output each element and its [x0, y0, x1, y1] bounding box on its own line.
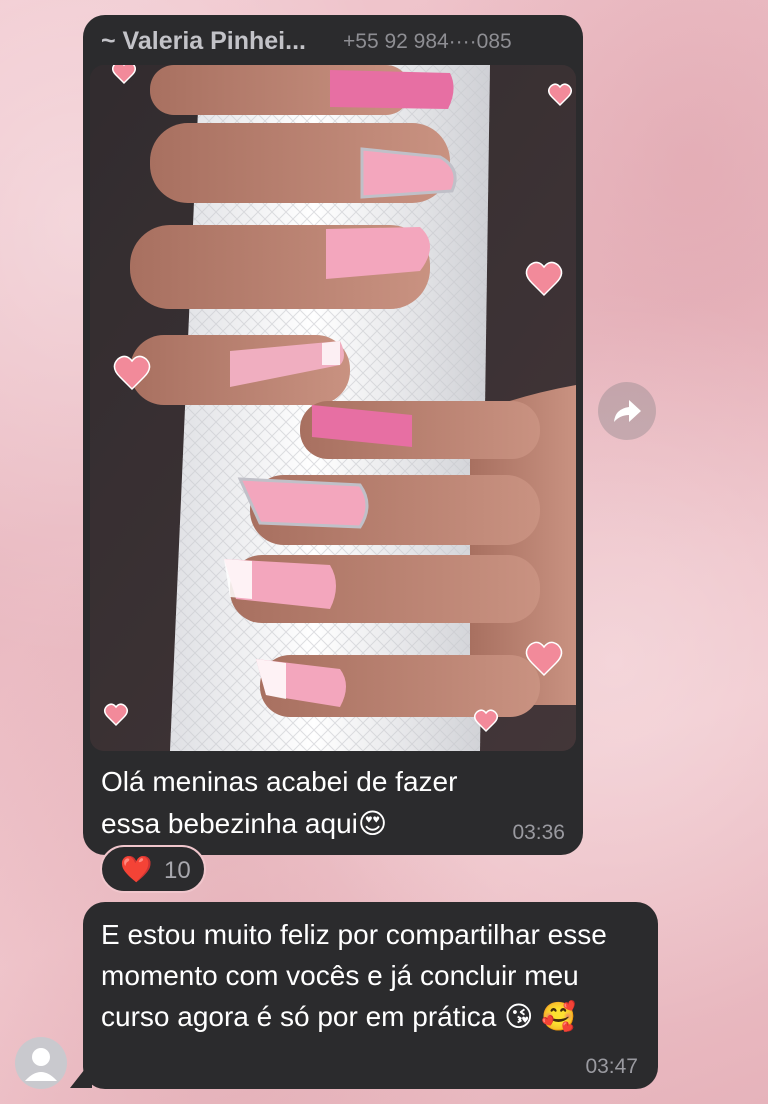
- reaction-count: 10: [164, 857, 191, 884]
- user-icon: [15, 1037, 67, 1089]
- photo-caption: Olá meninas acabei de fazer essa bebezinha aqui😍: [101, 766, 458, 839]
- message-bubble-photo[interactable]: [83, 15, 583, 855]
- reaction-badge[interactable]: [100, 845, 206, 893]
- nail-photo-illustration: [90, 65, 576, 751]
- message-text: E estou muito feliz por compartilhar esse momento com vocês e já concluir meu curso agora é só por em prática 😘 🥰: [101, 919, 607, 1032]
- forward-button[interactable]: [598, 382, 656, 440]
- message-time: 03:36: [512, 821, 565, 844]
- message-bubble-text[interactable]: [83, 902, 658, 1089]
- heart-emoji: ❤️: [120, 854, 153, 884]
- message-time: 03:47: [585, 1055, 638, 1078]
- nail-photo[interactable]: [90, 65, 576, 751]
- bubble-tail: [70, 1060, 92, 1088]
- sender-phone: +55 92 984····085: [343, 30, 512, 53]
- sender-avatar[interactable]: [15, 1037, 67, 1089]
- sender-name[interactable]: ~ Valeria Pinhei...: [101, 27, 306, 55]
- forward-icon: [598, 382, 656, 440]
